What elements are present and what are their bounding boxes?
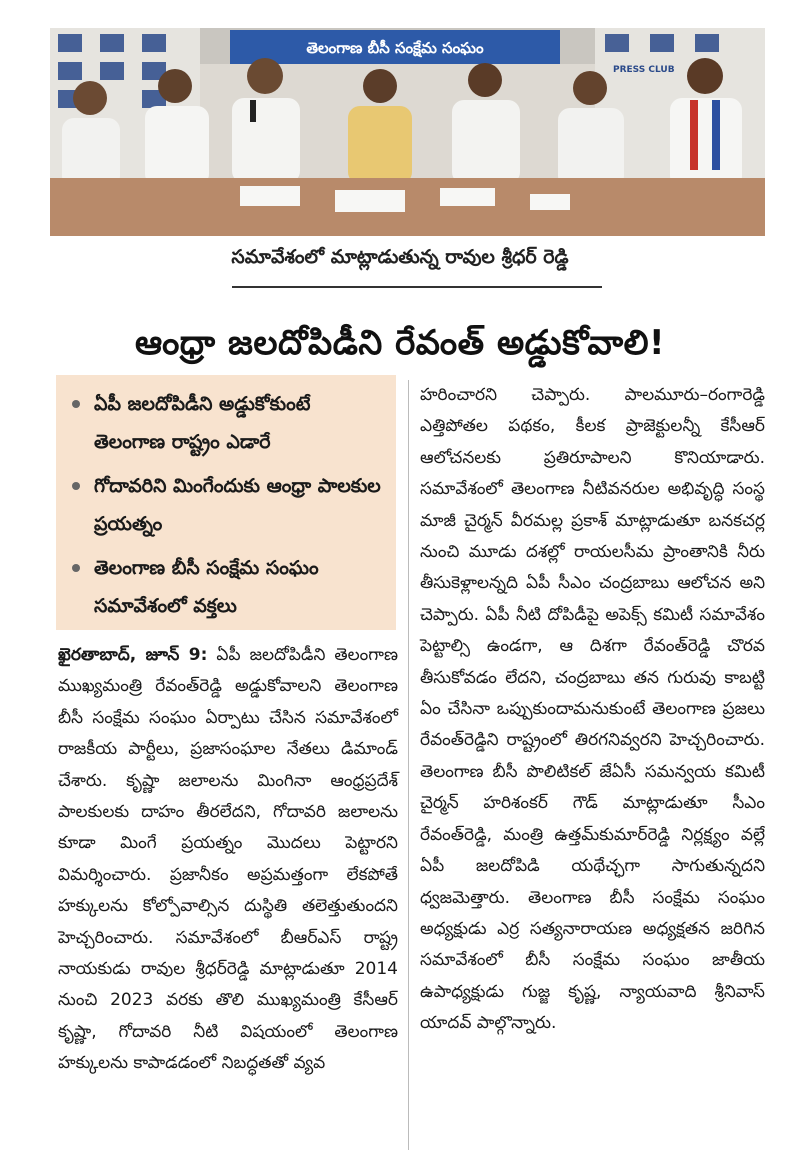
bullet-icon	[72, 482, 80, 490]
highlight-item: గోదావరిని మింగేందుకు ఆంధ్రా పాలకుల ప్రయత్నం	[72, 467, 386, 543]
highlight-item: ఏపీ జలదోపిడీని అడ్డుకోకుంటే తెలంగాణ రాష్ట్రం ఎడారే	[72, 385, 386, 461]
article-text-right: హరించారని చెప్పారు. పాలమూరు–రంగారెడ్డి ఎత్తిపోతల పథకం, కీలక ప్రాజెక్టులన్నీ కేసీఆర్ ఆలోచనలకు ప్రతిరూపాలని కొనియాడారు. సమావేశంలో తెలంగాణ నీటివనరుల అభివృద్ధి సంస్థ మాజీ చైర్మన్ వీరమల్ల ప్రకాశ్ మాట్లాడుతూ బనకచర్ల నుంచి మూడు దశల్లో రాయలసీమ ప్రాంతానికి నీరు తీసుకెళ్లాలన్నది ఏపీ సీఎం చంద్రబాబు ఆలోచన అని చెప్పారు. ఏపీ నీటి దోపిడీపై అపెక్స్ కమిటీ సమావేశం పెట్టాల్సి ఉండగా, ఆ దిశగా రేవంత్‌రెడ్డి చొరవ తీసుకోవడం లేదని, చంద్రబాబు తన గురువు కాబట్టి ఏం చేసినా ఒప్పుకుందామనుకుంటే తెలంగాణ ప్రజలు రేవంత్‌రెడ్డిని రాష్ట్రంలో తిరగనివ్వరని హెచ్చరించారు. తెలంగాణ బీసీ పొలిటికల్ జేఏసీ సమన్వయ కమిటీ చైర్మన్ హరిశంకర్ గౌడ్ మాట్లాడుతూ సీఎం రేవంత్‌రెడ్డి, మంత్రి ఉత్తమ్‌కుమార్‌రెడ్డి నిర్లక్ష్యం వల్లే ఏపీ జలదోపిడి యథేచ్ఛగా సాగుతున్నదని ధ్వజమెత్తారు. తెలంగాణ బీసీ సంక్షేమ సంఘం అధ్యక్షుడు ఎర్ర సత్యనారాయణ అధ్యక్షతన జరిగిన సమావేశంలో బీసీ సంక్షేమ సంఘం జాతీయ ఉపాధ్యక్షుడు గుజ్జ కృష్ణ, న్యాయవాది శ్రీనివాస్ యాదవ్ పాల్గొన్నారు.	[420, 385, 765, 1034]
banner-text: తెలంగాణ బీసీ సంక్షేమ సంఘం	[306, 39, 484, 57]
headline: ఆంధ్రా జలదోపిడీని రేవంత్ అడ్డుకోవాలి!	[134, 322, 666, 363]
photo-caption: సమావేశంలో మాట్లాడుతున్న రావుల శ్రీధర్ రెడ్డి	[231, 246, 569, 268]
dateline: ఖైరతాబాద్, జూన్ 9:	[58, 645, 208, 665]
article-text-left: ఏపీ జలదోపిడీని తెలంగాణ ముఖ్యమంత్రి రేవంత్‌రెడ్డి అడ్డుకోవాలని తెలంగాణ బీసీ సంక్షేమ సంఘం ఏర్పాటు చేసిన సమావేశంలో రాజకీయ పార్టీలు, ప్రజాసంఘాల నేతలు డిమాండ్ చేశారు. కృష్ణా జలాలను మింగినా ఆంధ్రప్రదేశ్ పాలకులకు దాహం తీరలేదని, గోదావరి జలాలను కూడా మింగే ప్రయత్నం మొదలు పెట్టారని విమర్శించారు. ప్రజానీకం అప్రమత్తంగా లేకపోతే హక్కులను కోల్పోవాల్సిన దుస్థితి తలెత్తుతుందని హెచ్చరించారు. సమావేశంలో బీఆర్ఎస్ రాష్ట్ర నాయకుడు రావుల శ్రీధర్‌రెడ్డి మాట్లాడుతూ 2014 నుంచి 2023 వరకు తొలి ముఖ్యమంత్రి కేసీఆర్ కృష్ణా, గోదావరి నీటి విషయంలో తెలంగాణ హక్కులను కాపాడడంలో నిబద్ధతతో వ్యవ	[58, 645, 399, 1074]
highlight-item: తెలంగాణ బీసీ సంక్షేమ సంఘం సమావేశంలో వక్తలు	[72, 549, 386, 625]
caption-divider	[232, 286, 602, 288]
press-club-backdrop: PRESS CLUB	[613, 65, 675, 75]
column-divider	[408, 380, 409, 1150]
article-left-column	[58, 640, 398, 1080]
press-table	[50, 178, 765, 236]
article-right-column	[420, 380, 765, 1040]
highlights-box	[56, 375, 396, 630]
bullet-icon	[72, 564, 80, 572]
bullet-icon	[72, 400, 80, 408]
news-photo	[50, 28, 765, 236]
